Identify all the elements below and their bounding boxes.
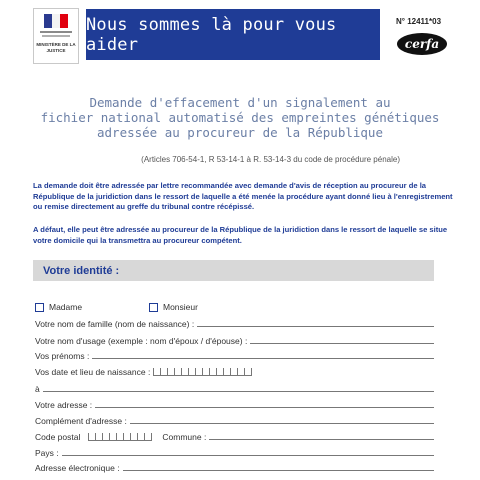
header-banner: Nous sommes là pour vous aider <box>86 9 380 60</box>
first-names-field <box>35 350 434 361</box>
first-names-label: Vos prénoms : <box>35 351 90 361</box>
section-title: Votre identité : <box>43 264 120 277</box>
postal-commune-row <box>35 431 434 442</box>
postal-code-input[interactable] <box>88 433 152 441</box>
usage-name-label: Votre nom d'usage (exemple : nom d'époux / d'épouse) : <box>35 336 248 346</box>
form-title <box>40 95 440 140</box>
email-input[interactable] <box>123 470 434 471</box>
first-names-input[interactable] <box>92 358 434 359</box>
section-identity-header <box>33 260 434 281</box>
address-complement-input[interactable] <box>130 423 434 424</box>
legal-references: (Articles 706-54-1, R 53-14-1 à R. 53-14-3 du code de procédure pénale) <box>141 155 400 164</box>
cerfa-logo: cerfa <box>397 33 447 55</box>
address-field <box>35 399 434 410</box>
republique-francaise-motto-mark <box>42 35 70 37</box>
family-name-field <box>35 318 434 329</box>
address-complement-label: Complément d'adresse : <box>35 416 127 426</box>
country-field <box>35 447 434 458</box>
usage-name-field <box>35 335 434 346</box>
email-field <box>35 462 434 473</box>
country-input[interactable] <box>62 455 434 456</box>
madame-checkbox[interactable] <box>35 303 44 312</box>
birth-date-input[interactable] <box>153 368 252 376</box>
family-name-input[interactable] <box>197 326 434 327</box>
republique-francaise-mark <box>40 31 72 33</box>
form-title-line: adressée au procureur de la République <box>97 125 383 140</box>
commune-input[interactable] <box>209 439 434 440</box>
birth-label: Vos date et lieu de naissance : <box>35 367 151 377</box>
instructions-paragraph: La demande doit être adressée par lettre recommandée avec demande d'avis de réception au procureur de la République de la juridiction dans le ressort de laquelle a été menée la procédure ayant donné lieu à l'enregistrement ou remise directement au greffe du tribunal contre récépissé. <box>33 181 453 211</box>
ministry-logo <box>33 8 79 64</box>
french-flag-icon <box>44 14 68 28</box>
form-title-line: Demande d'effacement d'un signalement au <box>89 95 391 110</box>
email-label: Adresse électronique : <box>35 463 120 473</box>
birth-place-label: à <box>35 384 40 394</box>
birth-place-input[interactable] <box>43 391 434 392</box>
commune-label: Commune : <box>162 432 207 442</box>
form-title-line: fichier national automatisé des empreintes génétiques <box>40 110 440 125</box>
monsieur-checkbox[interactable] <box>149 303 158 312</box>
postal-code-label: Code postal <box>35 432 81 442</box>
civility-monsieur[interactable] <box>149 302 198 312</box>
civility-madame[interactable] <box>35 302 82 312</box>
madame-label: Madame <box>49 302 83 312</box>
birth-field <box>35 366 434 377</box>
country-label: Pays : <box>35 448 59 458</box>
alternative-paragraph: A défaut, elle peut être adressée au procureur de la République de la juridiction dans le ressort de laquelle se situe votre domicile qui la transmettra au procureur compétent. <box>33 225 448 245</box>
address-input[interactable] <box>95 407 434 408</box>
usage-name-input[interactable] <box>250 343 434 344</box>
cerfa-number: N° 12411*03 <box>396 17 442 26</box>
family-name-label: Votre nom de famille (nom de naissance) : <box>35 319 195 329</box>
ministry-name: MINISTÈRE DE LA JUSTICE <box>36 42 76 53</box>
monsieur-label: Monsieur <box>163 302 198 312</box>
address-complement-field <box>35 415 434 426</box>
address-label: Votre adresse : <box>35 400 93 410</box>
birth-place-field <box>35 383 434 394</box>
